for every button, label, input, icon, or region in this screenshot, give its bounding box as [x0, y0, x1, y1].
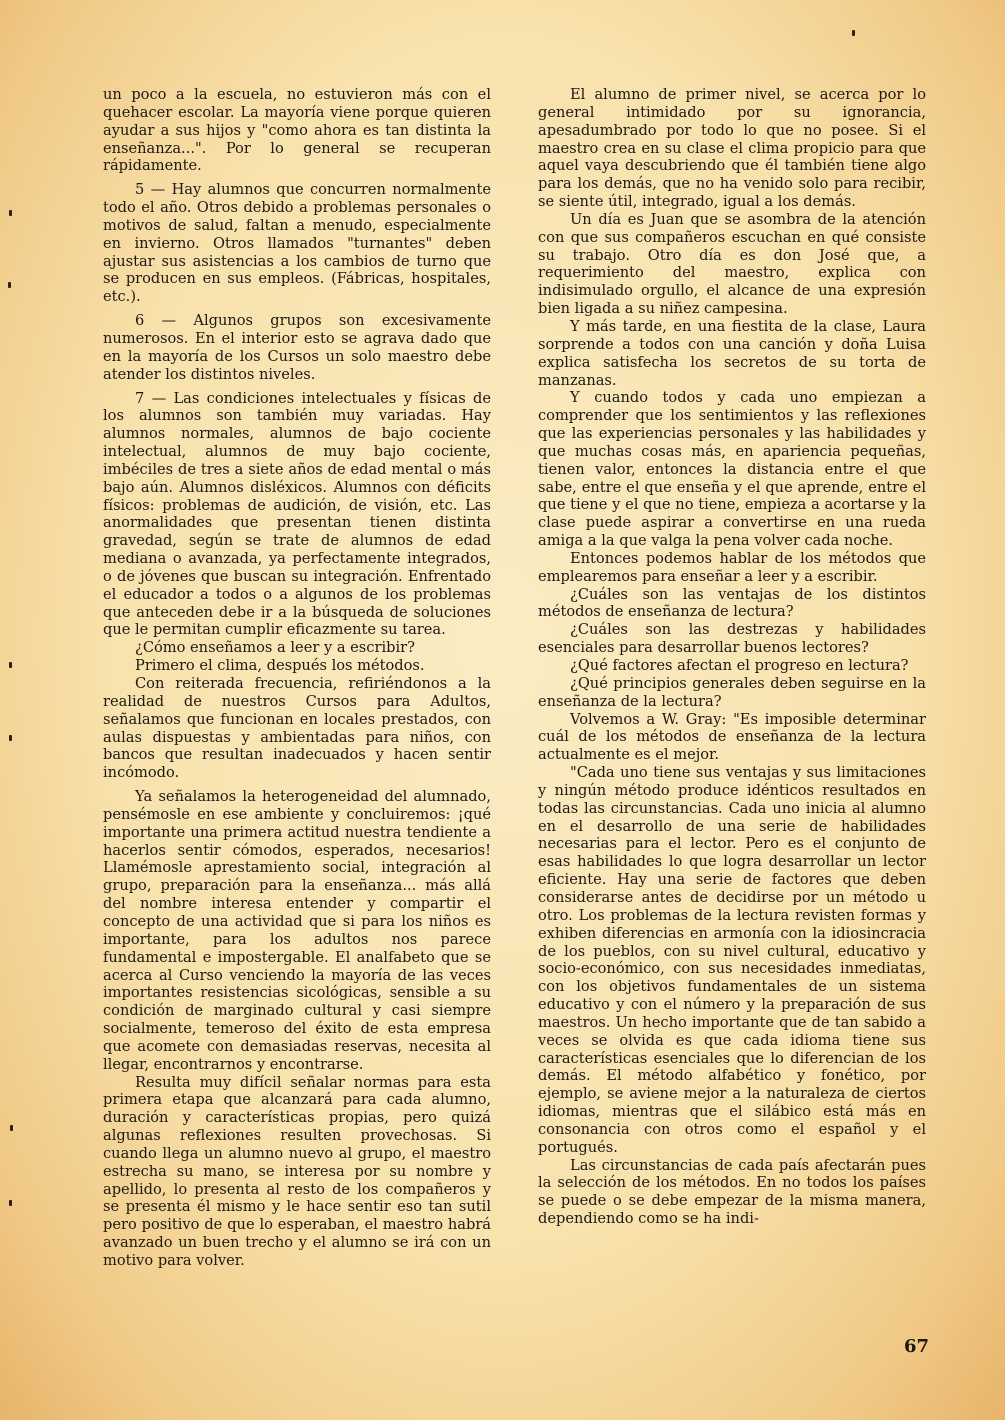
- left-column: [103, 86, 491, 1270]
- paragraph: Un día es Juan que se asombra de la atención con que sus compañeros escuchan en qué consiste su trabajo. Otro día es don José que, a requerimiento del maestro, explica con indisimulado orgullo, el alcance de una expresión bien ligada a su niñez campesina.: [538, 210, 926, 318]
- paragraph: ¿Qué principios generales deben seguirse en la enseñanza de la lectura?: [538, 674, 926, 710]
- paragraph: un poco a la escuela, no estuvieron más con el quehacer escolar. La mayoría viene porque quieren ayudar a sus hijos y "como ahora es tan distinta la enseñanza...". Por lo general se recuperan rápidamente.: [103, 86, 491, 175]
- paragraph: El alumno de primer nivel, se acerca por lo general intimidado por su ignorancia, apesadumbrado por todo lo que no posee. Si el maestro crea en su clase el clima propicio para que aquel vaya descubriendo que él también tiene algo para los demás, que no ha venido solo para recibir, se siente útil, integrado, igual a los demás.: [538, 86, 926, 211]
- paragraph: 5 — Hay alumnos que concurren normalmente todo el año. Otros debido a problemas personales o motivos de salud, faltan a menudo, especialmente en invierno. Otros llamados "turnantes" deben ajustar sus asistencias a los cambios de turno que se producen en sus empleos. (Fábricas, hospitales, etc.).: [103, 181, 491, 306]
- paragraph: ¿Cuáles son las destrezas y habilidades esenciales para desarrollar buenos lectores?: [538, 621, 926, 657]
- page-number: 67: [904, 1336, 930, 1357]
- margin-mark: [9, 735, 12, 741]
- paragraph: "Cada uno tiene sus ventajas y sus limitaciones y ningún método produce idénticos resultados en todas las circunstancias. Cada uno inicia al alumno en el desarrollo de una serie de habilidades necesarias para el lector. Pero es el conjunto de esas habilidades lo que logra desarrollar un lector eficiente. Hay una serie de factores que deben considerarse antes de decidirse por un método u otro. Los problemas de la lectura revisten formas y exhiben diferencias en armonía con la idiosincracia de los pueblos, con su nivel cultural, educativo y socio-económico, con sus necesidades inmediatas, con los objetivos fundamentales de un sistema educativo y con el número y la preparación de sus maestros. Un hecho importante que de tan sabido a veces se olvida es que cada idioma tiene sus características esenciales que lo diferencian de los demás. El método alfabético y fonético, por ejemplo, se aviene mejor a la naturaleza de ciertos idiomas, mientras que el silábico está más en consonancia con otros como el español y el portugués.: [538, 764, 926, 1156]
- margin-mark: [9, 1200, 12, 1206]
- margin-mark: [852, 30, 855, 36]
- paragraph: 7 — Las condiciones intelectuales y físicas de los alumnos son también muy variadas. Hay alumnos normales, alumnos de bajo cociente intelectual, alumnos de muy bajo cociente, imbéciles de tres a siete años de edad mental o más bajo aún. Alumnos disléxicos. Alumnos con déficits físicos: problemas de audición, de visión, etc. Las anormalidades que presentan tienen distinta gravedad, según se trate de alumnos de edad mediana o avanzada, ya perfectamente integrados, o de jóvenes que buscan su integración. Enfrentado el educador a todos o a algunos de los problemas que anteceden debe ir a la búsqueda de soluciones que le permitan cumplir eficazmente su tarea.: [103, 389, 491, 639]
- paragraph: ¿Qué factores afectan el progreso en lectura?: [570, 657, 909, 674]
- paragraph: Resulta muy difícil señalar normas para esta primera etapa que alcanzará para cada alumno, duración y características propias, pero quizá algunas reflexiones resulten provechosas. Si cuando llega un alumno nuevo al grupo, el maestro estrecha su mano, se interesa por su nombre y apellido, lo presenta al resto de los compañeros y se presenta él mismo y le hace sentir eso tan sutil pero positivo de que lo esperaban, el maestro habrá avanzado un buen trecho y el alumno se irá con un motivo para volver.: [103, 1073, 491, 1269]
- margin-mark: [9, 210, 12, 216]
- paragraph: Volvemos a W. Gray: "Es imposible determinar cuál de los métodos de enseñanza de la lectura actualmente es el mejor.: [538, 710, 926, 764]
- paragraph: ¿Cuáles son las ventajas de los distintos métodos de enseñanza de lectura?: [538, 585, 926, 621]
- paragraph: Las circunstancias de cada país afectarán pues la selección de los métodos. En no todos los países se puede o se debe empezar de la misma manera, dependiendo como se ha indi-: [538, 1156, 926, 1228]
- margin-mark: [8, 282, 11, 288]
- paragraph: Con reiterada frecuencia, refiriéndonos a la realidad de nuestros Cursos para Adultos, señalamos que funcionan en locales prestados, con aulas dispuestas y ambientadas para niños, con bancos que resultan inadecuados y hacen sentir incómodo.: [103, 675, 491, 782]
- paragraph: ¿Cómo enseñamos a leer y a escribir?: [135, 639, 415, 657]
- paragraph: 6 — Algunos grupos son excesivamente numerosos. En el interior esto se agrava dado que en la mayoría de los Cursos un solo maestro debe atender los distintos niveles.: [103, 312, 491, 383]
- paragraph: Entonces podemos hablar de los métodos que emplearemos para enseñar a leer y a escribir.: [538, 549, 926, 585]
- paragraph: Y cuando todos y cada uno empiezan a comprender que los sentimientos y las reflexiones que las experiencias personales y las habilidades y que muchas cosas más, en apariencia pequeñas, tienen valor, entonces la distancia entre el que sabe, entre el que enseña y el que aprende, entre el que tiene y el que no tiene, empieza a acortarse y la clase puede aspirar a convertirse en una rueda amiga a la que valga la pena volver cada noche.: [538, 389, 926, 550]
- paragraph: Primero el clima, después los métodos.: [135, 657, 425, 675]
- margin-mark: [9, 662, 12, 668]
- paragraph: Y más tarde, en una fiestita de la clase, Laura sorprende a todos con una canción y doña Luisa explica satisfecha los secretos de su torta de manzanas.: [538, 317, 926, 389]
- paragraph: Ya señalamos la heterogeneidad del alumnado, pensémosle en ese ambiente y concluiremos: ¡qué importante una primera actitud nuestra tendiente a hacerlos sentir cómodos, esperados, necesarios! Llamémosle aprestamiento social, integración al grupo, preparación para la enseñanza... más allá del nombre interesa entender y compartir el concepto de una actividad que si para los niños es importante, para los adultos nos parece fundamental e impostergable. El analfabeto que se acerca al Curso venciendo la mayoría de las veces importantes resistencias sicológicas, sensible a su condición de marginado cultural y casi siempre socialmente, temeroso del éxito de esta empresa que acomete con demasiadas reservas, necesita al llegar, encontrarnos y encontrarse.: [103, 788, 491, 1073]
- margin-mark: [10, 1125, 13, 1131]
- right-column: [538, 86, 926, 1228]
